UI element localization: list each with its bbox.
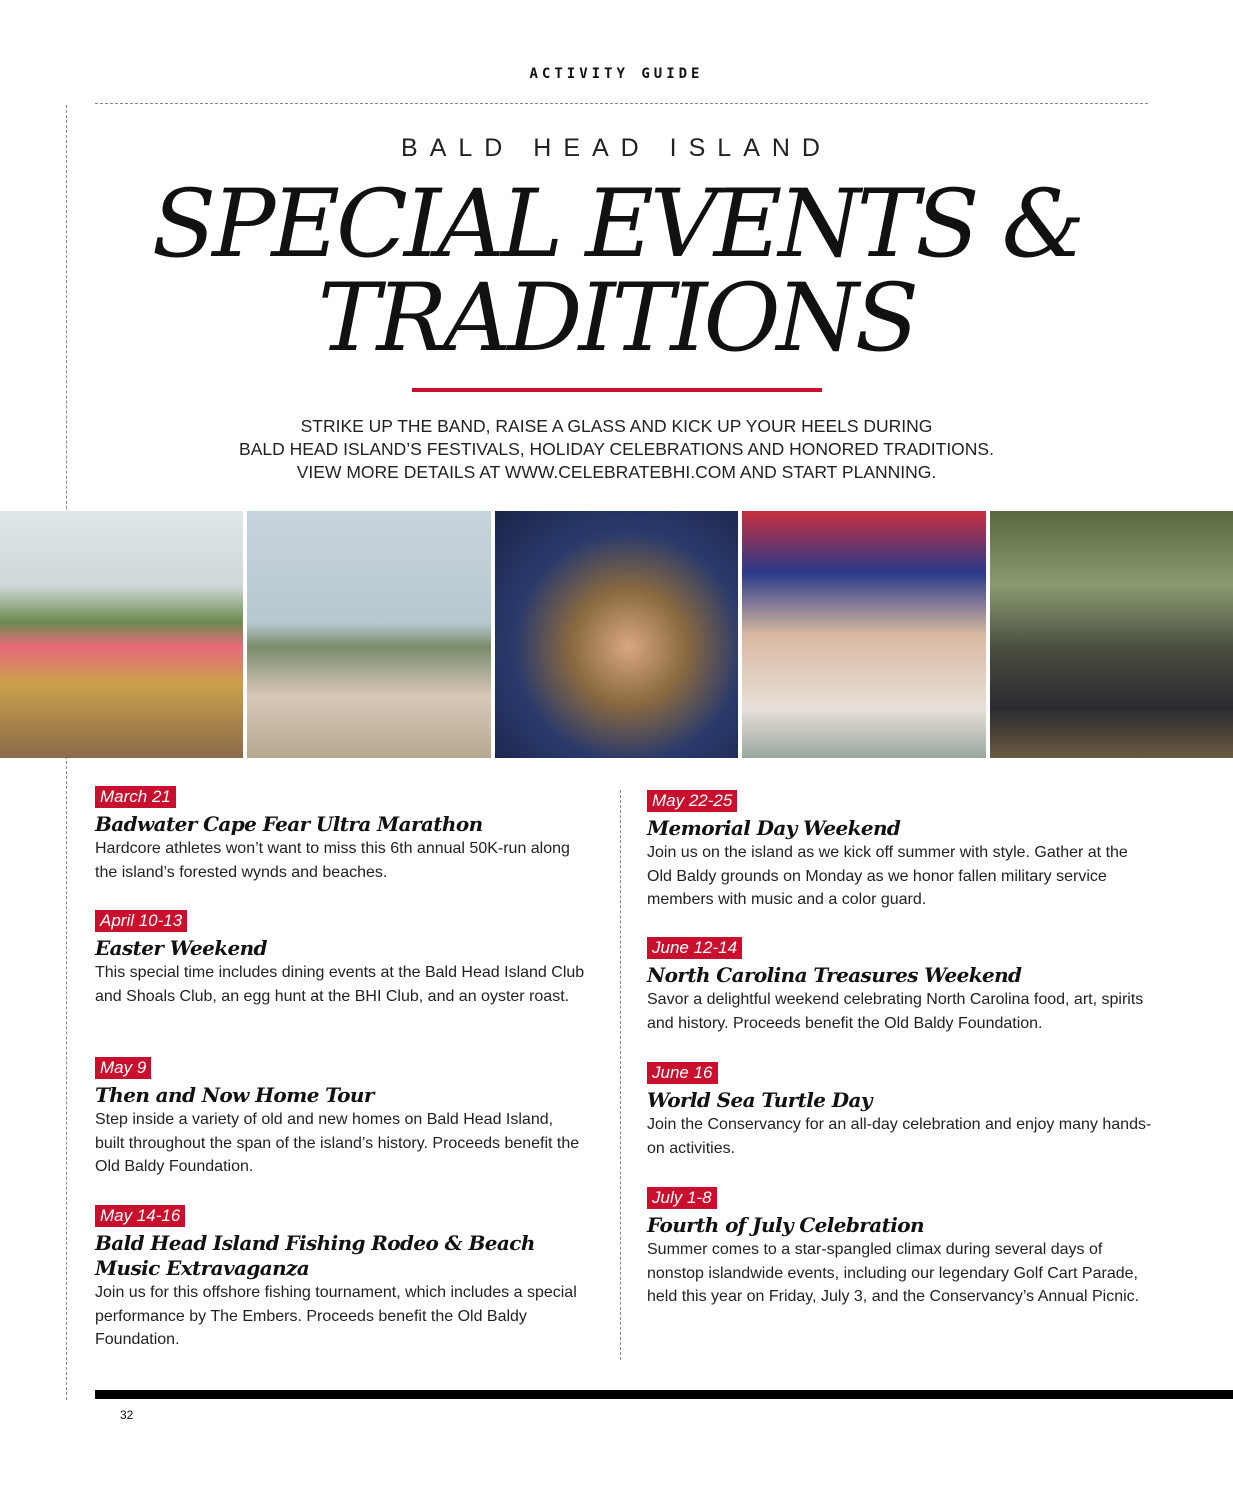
title-line: TRADITIONS — [317, 264, 916, 373]
event-title: Easter Weekend — [95, 936, 267, 960]
divider — [95, 103, 1148, 104]
page-number: 32 — [120, 1408, 134, 1422]
photo-historical-reenactors — [990, 511, 1233, 758]
event-title: Bald Head Island Fishing Rodeo & Beach Music Extravaganza — [95, 1231, 535, 1280]
event-item — [647, 790, 1157, 912]
event-date: April 10-13 — [95, 910, 187, 932]
event-title: Then and Now Home Tour — [95, 1083, 374, 1107]
accent-rule — [412, 388, 822, 392]
intro-text — [0, 415, 1233, 484]
event-description: Join us for this offshore fishing tournament, which includes a special performance by The Embers. Proceeds benefit the Old Baldy Foundation. — [95, 1284, 577, 1348]
event-description: Step inside a variety of old and new homes on Bald Head Island, built throughout the span of the island’s history. Proceeds benefit the Old Baldy Foundation. — [95, 1111, 580, 1175]
event-description: Savor a delightful weekend celebrating North Carolina food, art, spirits and history. Proceeds benefit the Old Baldy Foundation. — [647, 991, 1144, 1032]
event-date: May 22-25 — [647, 790, 737, 812]
brand-heading: BALD HEAD ISLAND — [401, 134, 832, 162]
event-date: June 12-14 — [647, 937, 742, 959]
event-title: North Carolina Treasures Weekend — [647, 963, 1022, 987]
event-item — [647, 1187, 1157, 1309]
photo-roast-and-toast — [495, 511, 738, 758]
page-title — [0, 170, 1233, 373]
event-date: March 21 — [95, 786, 176, 808]
event-item — [647, 937, 1157, 1035]
event-description: Hardcore athletes won’t want to miss this 6th annual 50K-run along the island’s forested wynds and beaches. — [95, 840, 570, 881]
event-item — [95, 910, 585, 1008]
event-item — [647, 1062, 1157, 1160]
column-divider — [620, 790, 621, 1360]
event-title: World Sea Turtle Day — [647, 1088, 872, 1112]
footer-rule — [95, 1390, 1233, 1399]
event-date: May 9 — [95, 1057, 151, 1079]
event-description: This special time includes dining events at the Bald Head Island Club and Shoals Club, an egg hunt at the BHI Club, and an oyster roast. — [95, 964, 585, 1005]
event-date: July 1-8 — [647, 1187, 717, 1209]
photo-golf-cart-parade — [0, 511, 243, 758]
event-description: Join us on the island as we kick off summer with style. Gather at the Old Baldy grounds on Monday as we honor fallen military service members with music and a color guard. — [647, 844, 1128, 908]
event-description: Join the Conservancy for an all-day celebration and enjoy many hands-on activities. — [647, 1116, 1152, 1157]
event-date: June 16 — [647, 1062, 718, 1084]
event-description: Summer comes to a star-spangled climax during several days of nonstop islandwide events, including our legendary Golf Cart Parade, held this year on Friday, July 3, and the Conservancy’s Annual Picnic. — [647, 1241, 1140, 1305]
intro-line: BALD HEAD ISLAND’S FESTIVALS, HOLIDAY CELEBRATIONS AND HONORED TRADITIONS. — [239, 439, 994, 459]
event-title: Badwater Cape Fear Ultra Marathon — [95, 812, 483, 836]
event-item — [95, 1057, 585, 1179]
event-item — [95, 786, 585, 884]
section-kicker: ACTIVITY GUIDE — [529, 66, 704, 82]
event-title: Memorial Day Weekend — [647, 816, 901, 840]
photo-strip — [0, 511, 1233, 758]
event-item — [95, 1205, 585, 1352]
intro-line: STRIKE UP THE BAND, RAISE A GLASS AND KICK UP YOUR HEELS DURING — [300, 416, 933, 436]
photo-beach-dancing — [247, 511, 490, 758]
event-title: Fourth of July Celebration — [647, 1213, 924, 1237]
title-line: SPECIAL EVENTS & — [151, 170, 1082, 279]
event-date: May 14-16 — [95, 1205, 185, 1227]
photo-patriotic-hats — [742, 511, 985, 758]
intro-line: VIEW MORE DETAILS AT WWW.CELEBRATEBHI.COM AND START PLANNING. — [296, 462, 937, 482]
